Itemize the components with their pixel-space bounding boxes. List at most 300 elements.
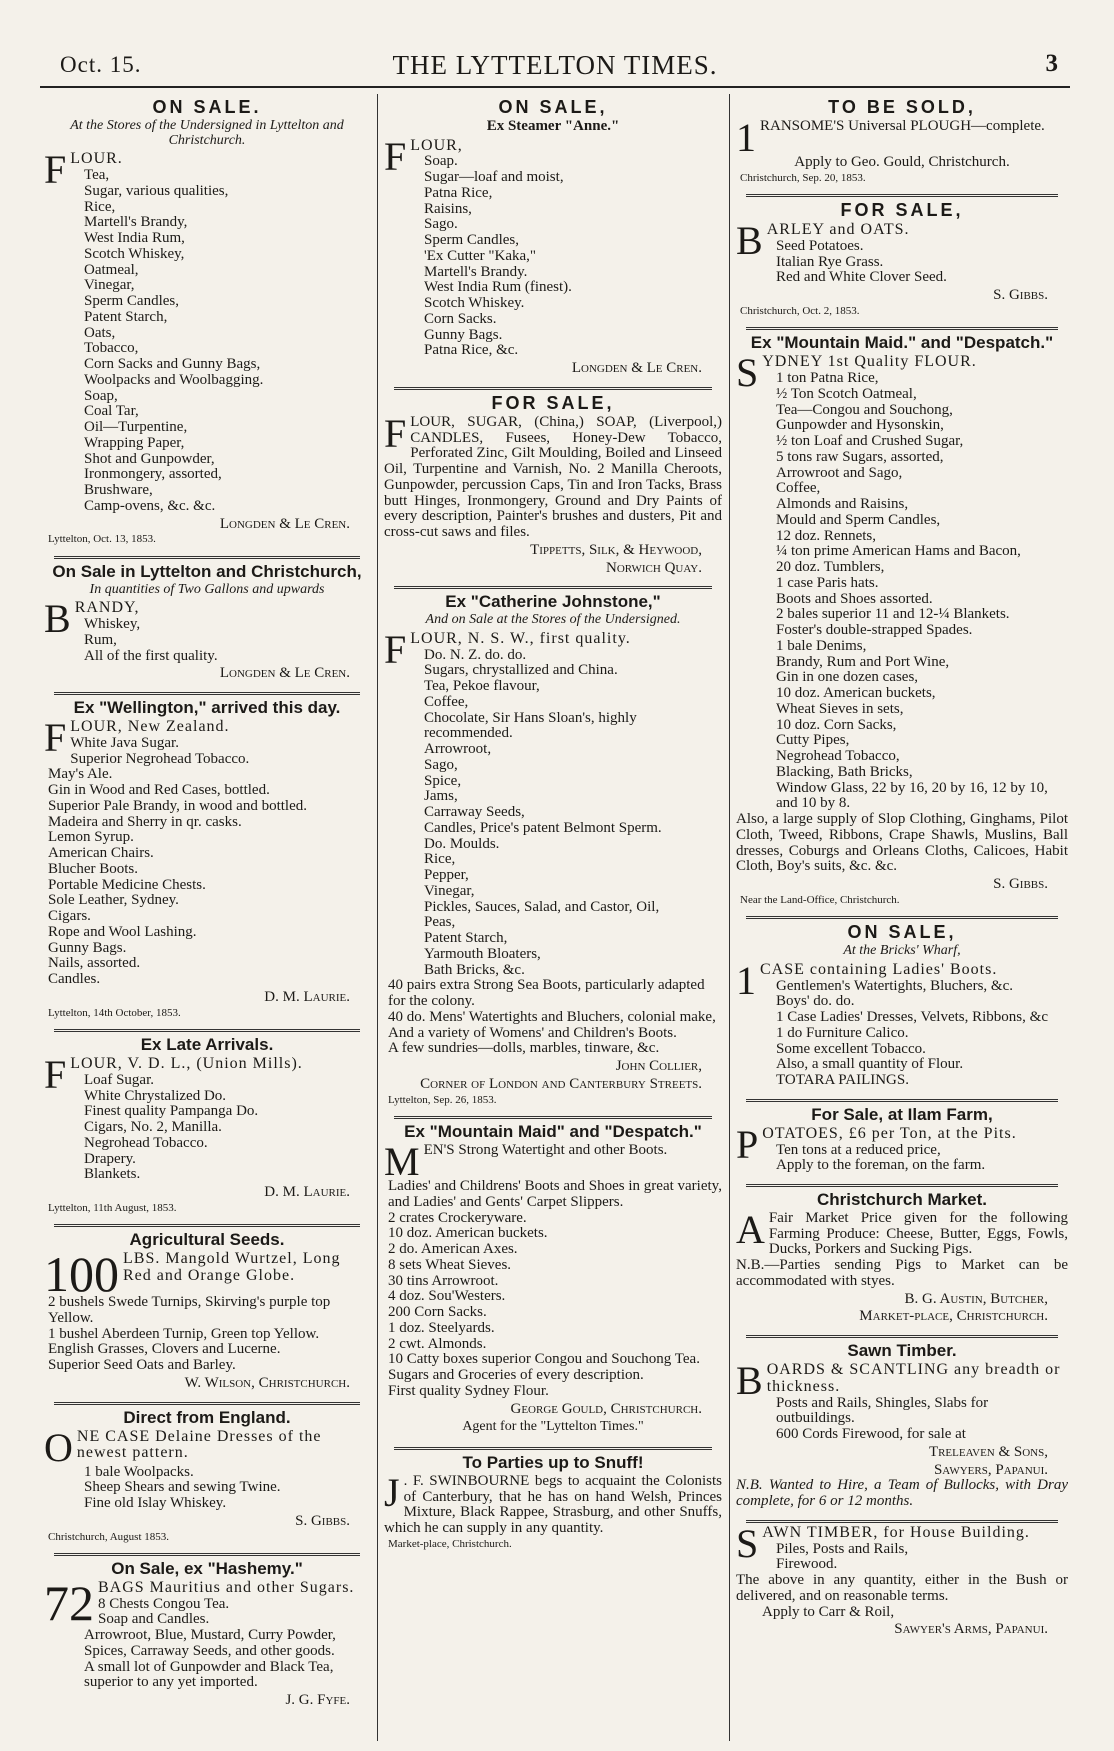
drop-cap: F xyxy=(44,1051,67,1097)
item-list-extra xyxy=(384,978,722,1057)
list-item: 10 doz. American buckets. xyxy=(388,1225,548,1242)
advert-dateline: Lyttelton, 14th October, 1853. xyxy=(48,1006,181,1019)
advert-signature: George Gould, Christchurch. xyxy=(510,1400,702,1417)
list-item: Sago, xyxy=(424,756,458,773)
list-item: Whiskey, xyxy=(84,616,141,633)
agent-note: Agent for the "Lyttelton Times." xyxy=(462,1419,644,1435)
advert-signature: W. Wilson, Christchurch. xyxy=(184,1374,350,1391)
advert-lead: LOUR. xyxy=(70,150,123,168)
advert-heading: On Sale, ex "Hashemy." xyxy=(111,1559,303,1579)
list-item: Candles. xyxy=(48,971,101,988)
list-item: 1 ton Patna Rice, xyxy=(776,370,879,387)
list-item: Sugar—loaf and moist, xyxy=(424,169,564,186)
column-2 xyxy=(384,94,722,1741)
list-item: 8 Chests Congou Tea. xyxy=(98,1595,230,1612)
drop-cap: M xyxy=(384,1139,420,1185)
advert-ilam-farm xyxy=(736,1106,1068,1180)
drop-cap: 1 xyxy=(736,114,756,160)
advert-to-be-sold xyxy=(736,98,1068,190)
advert-lead: LOUR, N. S. W., first quality. xyxy=(410,629,631,647)
list-item: Sperm Candles, xyxy=(84,293,179,310)
list-item: 30 tins Arrowroot. xyxy=(388,1272,499,1289)
advert-ex-steamer-anne xyxy=(384,98,722,383)
list-item: Coffee, xyxy=(776,480,821,497)
item-list xyxy=(44,736,370,988)
advert-heading: ON SALE, xyxy=(847,922,957,943)
advert-signature: John Collier, xyxy=(615,1058,702,1075)
list-item: English Grasses, Clovers and Lucerne. xyxy=(48,1341,281,1358)
advert-heading: Ex "Mountain Maid" and "Despatch." xyxy=(404,1122,702,1142)
list-item: Posts and Rails, Shingles, Slabs for outbuildings. xyxy=(776,1394,989,1427)
advert-address: Corner of London and Canterbury Streets. xyxy=(420,1075,702,1092)
column-1 xyxy=(44,94,370,1741)
advert-hashemy xyxy=(44,1560,370,1715)
list-item: Apply to the foreman, on the farm. xyxy=(776,1157,986,1174)
advert-address: Sawyers, Papanui. xyxy=(933,1461,1048,1478)
list-item: Tea, xyxy=(84,167,110,184)
advert-heading: Ex "Wellington," arrived this day. xyxy=(73,698,341,718)
list-item: Cigars, No. 2, Manilla. xyxy=(84,1119,222,1136)
list-item: Rice, xyxy=(424,851,456,868)
list-item: Also, a small quantity of Flour. xyxy=(776,1056,964,1073)
list-item: Tea, Pekoe flavour, xyxy=(424,678,540,695)
advert-signature: D. M. Laurie. xyxy=(264,988,350,1005)
list-item: ¼ ton prime American Hams and Bacon, xyxy=(776,543,1021,560)
advert-lead: OARDS & SCANTLING any breadth or thickness. xyxy=(766,1361,1061,1395)
masthead xyxy=(40,48,1070,84)
advert-heading: FOR SALE, xyxy=(840,200,964,221)
list-item: Scotch Whiskey. xyxy=(424,295,525,312)
advert-heading: Sawn Timber. xyxy=(847,1341,957,1361)
list-item: TOTARA PAILINGS. xyxy=(776,1072,909,1089)
list-item: Coal Tar, xyxy=(84,403,139,420)
list-item: Vinegar, xyxy=(84,277,135,294)
list-item: Scotch Whiskey, xyxy=(84,245,185,262)
list-item: 1 bale Denims, xyxy=(776,637,867,654)
column-3 xyxy=(736,94,1068,1741)
item-list xyxy=(44,168,370,515)
list-item: Patent Starch, xyxy=(84,308,168,325)
list-item: Oatmeal, xyxy=(84,261,139,278)
list-item: Soap, xyxy=(84,387,118,404)
advert-divider xyxy=(746,1335,1058,1338)
list-item: 1 do Furniture Calico. xyxy=(776,1024,909,1041)
advert-heading: Ex "Catherine Johnstone," xyxy=(445,592,661,612)
advert-divider xyxy=(394,1447,712,1450)
list-item: Jams, xyxy=(424,788,458,805)
list-item: Wrapping Paper, xyxy=(84,434,185,451)
advert-apply: Apply to Carr & Roil, xyxy=(762,1603,895,1620)
list-item: Tobacco, xyxy=(84,340,139,357)
advert-sawn-timber xyxy=(736,1342,1068,1516)
item-list xyxy=(736,1396,1068,1443)
advert-dateline: Christchurch, Oct. 2, 1853. xyxy=(740,304,860,317)
advert-body: Also, a large supply of Slop Clothing, Ginghams, Pilot Cloth, Tweed, Ribbons, Crape Shawls, Muslins, Ball dresses, Coburgs and Orleans Cloths, Calicoes, Habit Cloth, Boy's suits, &c. &c. xyxy=(736,811,1068,875)
list-item: 2 bales superior 11 and 12-¼ Blankets. xyxy=(776,606,1010,623)
advert-subtitle: And on Sale at the Stores of the Undersigned. xyxy=(425,612,681,628)
list-item: Negrohead Tobacco, xyxy=(776,748,900,765)
advert-heading: TO BE SOLD, xyxy=(828,97,976,117)
list-item: Arrowroot, Blue, Mustard, Curry Powder, Spices, Carraway Seeds, and other goods. xyxy=(84,1627,336,1659)
advert-signature: Longden & Le Cren. xyxy=(219,515,350,532)
advert-direct-from-england xyxy=(44,1409,370,1549)
list-item: Sole Leather, Sydney. xyxy=(48,892,179,909)
advert-subtitle: At the Stores of the Undersigned in Lyttelton and Christchurch. xyxy=(70,117,344,148)
list-item: Martell's Brandy, xyxy=(84,214,188,231)
advert-subtitle: In quantities of Two Gallons and upwards xyxy=(89,581,325,597)
list-item: 20 doz. Tumblers, xyxy=(776,559,885,576)
item-list xyxy=(44,1073,370,1183)
advert-divider xyxy=(394,586,712,589)
list-item: Drapery. xyxy=(84,1150,136,1167)
column-divider xyxy=(377,94,378,1741)
list-item: Corn Sacks and Gunny Bags, xyxy=(84,356,261,373)
advert-divider xyxy=(746,1099,1058,1102)
advert-for-sale-tippetts xyxy=(384,394,722,582)
list-item: Ironmongery, assorted, xyxy=(84,466,222,483)
list-item: Sugars and Groceries of every description. xyxy=(388,1367,644,1384)
drop-cap: B xyxy=(736,218,763,264)
advert-christchurch-market xyxy=(736,1191,1068,1331)
list-item: 10 doz. American buckets, xyxy=(776,685,936,702)
list-item: Sugars, chrystallized and China. xyxy=(424,662,618,679)
list-item: Loaf Sugar. xyxy=(84,1071,154,1088)
list-item: West India Rum (finest). xyxy=(424,279,572,296)
advert-divider xyxy=(54,1029,360,1032)
list-item: Gunny Bags. xyxy=(424,326,503,343)
list-item: Blankets. xyxy=(84,1166,141,1183)
drop-cap: B xyxy=(44,596,71,642)
advert-dateline: Near the Land-Office, Christchurch. xyxy=(740,893,900,906)
advert-subtitle: At the Bricks' Wharf, xyxy=(843,943,961,959)
list-item: Foster's double-strapped Spades. xyxy=(776,622,973,639)
list-item: And a variety of Womens' and Children's Boots. xyxy=(388,1024,677,1041)
advert-heading: FOR SALE, xyxy=(491,392,615,413)
list-item: Arrowroot, xyxy=(424,741,492,758)
list-item: 2 do. American Axes. xyxy=(388,1241,518,1258)
list-item: Sheep Shears and sewing Twine. xyxy=(84,1479,281,1496)
drop-cap: 1 xyxy=(736,957,756,1003)
list-item: Lemon Syrup. xyxy=(48,829,134,846)
advert-lead: LOUR, V. D. L., (Union Mills). xyxy=(70,1054,303,1072)
list-item: Pepper, xyxy=(424,867,469,884)
masthead-rule xyxy=(40,86,1070,88)
advert-wellington xyxy=(44,699,370,1025)
list-item: 1 doz. Steelyards. xyxy=(388,1319,495,1336)
advert-dateline: Lyttelton, Oct. 13, 1853. xyxy=(48,533,156,546)
drop-cap: J xyxy=(384,1469,400,1515)
advert-body: LOUR, SUGAR, (China,) SOAP, (Liverpool,) CANDLES, Fusees, Honey-Dew Tobacco, Perforated Zinc, Gilt Moulding, Boiled and Linseed Oil, Turpentine and Varnish, No. 2 Manilla Cheroots, Gunpowder, percussion Caps, Tin and Iron Tacks, Brass butt Hinges, Ironmongery, Ground and Dry Paints of every description, Painter's brushes and dusters, Pit and cross-cut saws and files. xyxy=(384,413,722,541)
list-item: Italian Rye Grass. xyxy=(776,253,884,270)
advert-signature: Treleaven & Sons, xyxy=(928,1443,1048,1460)
list-item: Bath Bricks, &c. xyxy=(424,961,525,978)
advert-body: . F. SWINBOURNE begs to acquaint the Colonists of Canterbury, that he has on hand Welsh, Princes Mixture, Black Rappee, Strasburg, and other Snuffs, which he can supply in any quantity. xyxy=(384,1472,722,1537)
item-list xyxy=(736,1542,1068,1574)
list-item: 40 pairs extra Strong Sea Boots, particularly adapted for the colony. xyxy=(388,977,705,1010)
list-item: Brandy, Rum and Port Wine, xyxy=(776,653,950,670)
list-item: Superior Negrohead Tobacco. xyxy=(70,750,250,767)
list-item: Some excellent Tobacco. xyxy=(776,1040,926,1057)
advert-dateline: Christchurch, August 1853. xyxy=(48,1530,169,1543)
list-item: Negrohead Tobacco. xyxy=(84,1134,208,1151)
list-item: 1 bushel Aberdeen Turnip, Green top Yellow. xyxy=(48,1325,320,1342)
advert-signature: S. Gibbs. xyxy=(993,287,1048,304)
list-item: Gin in Wood and Red Cases, bottled. xyxy=(48,782,270,799)
advert-lead: BAGS Mauritius and other Sugars. xyxy=(98,1578,355,1596)
list-item: Raisins, xyxy=(424,200,472,217)
advert-body: The above in any quantity, either in the Bush or delivered, and on reasonable terms. xyxy=(736,1572,1068,1604)
advert-heading: ON SALE. xyxy=(152,97,262,117)
list-item: Sperm Candles, xyxy=(424,232,519,249)
list-item: Carraway Seeds, xyxy=(424,804,525,821)
list-item: Woolpacks and Woolbagging. xyxy=(84,371,264,388)
list-item: West India Rum, xyxy=(84,230,185,247)
advert-divider xyxy=(54,1553,360,1556)
list-item: 4 doz. Sou'Westers. xyxy=(388,1288,506,1305)
advert-dateline: Market-place, Christchurch. xyxy=(388,1537,512,1550)
advert-on-sale-stores xyxy=(44,98,370,552)
list-item: Rice, xyxy=(84,198,116,215)
list-item: Sugar, various qualities, xyxy=(84,182,229,199)
list-item: Soap. xyxy=(424,153,458,170)
advert-lead: YDNEY 1st Quality FLOUR. xyxy=(762,353,977,371)
advert-divider xyxy=(54,556,360,559)
drop-cap: S xyxy=(736,1520,759,1566)
list-item: Martell's Brandy. xyxy=(424,263,528,280)
item-list xyxy=(736,239,1068,286)
list-item: Soap and Candles. xyxy=(98,1611,210,1628)
list-item: Almonds and Raisins, xyxy=(776,496,909,513)
advert-lead: ARLEY and OATS. xyxy=(766,221,910,239)
advert-divider xyxy=(746,1520,1058,1523)
list-item: 5 tons raw Sugars, assorted, xyxy=(776,448,944,465)
advert-lead: RANDY, xyxy=(74,599,140,617)
item-list xyxy=(44,617,370,664)
list-item: ½ Ton Scotch Oatmeal, xyxy=(776,385,917,402)
advert-heading: ON SALE, xyxy=(498,97,608,117)
advert-house-building-timber xyxy=(736,1520,1068,1644)
list-item: 2 crates Crockeryware. xyxy=(388,1209,527,1226)
advert-heading: Christchurch Market. xyxy=(816,1190,988,1210)
list-item: Wheat Sieves in sets, xyxy=(776,700,904,717)
list-item: A few sundries—dolls, marbles, tinware, &c. xyxy=(388,1040,660,1057)
drop-cap: 72 xyxy=(44,1574,94,1631)
advert-heading: Ex Late Arrivals. xyxy=(140,1035,274,1055)
advert-dateline: Lyttelton, Sep. 26, 1853. xyxy=(388,1093,497,1106)
list-item: Finest quality Pampanga Do. xyxy=(84,1103,259,1120)
column-divider xyxy=(729,94,730,1741)
list-item: Window Glass, 22 by 16, 20 by 16, 12 by 10, and 10 by 8. xyxy=(776,779,1048,812)
item-list xyxy=(44,1295,370,1374)
list-item: Seed Potatoes. xyxy=(776,237,864,254)
advert-signature: B. G. Austin, Butcher, xyxy=(904,1290,1048,1307)
list-item: 2 bushels Swede Turnips, Skirving's purple top Yellow. xyxy=(48,1294,331,1326)
list-item: Camp-ovens, &c. &c. xyxy=(84,497,216,514)
list-item: Boys' do. do. xyxy=(776,993,855,1010)
list-item: Chocolate, Sir Hans Sloan's, highly recommended. xyxy=(424,709,637,742)
advert-lead: OTATOES, £6 per Ton, at the Pits. xyxy=(762,1124,1017,1142)
drop-cap: F xyxy=(384,626,407,672)
list-item: Do. N. Z. do. do. xyxy=(424,646,527,663)
advert-divider xyxy=(54,692,360,695)
advert-signature: Longden & Le Cren. xyxy=(571,360,702,377)
advert-heading: Direct from England. xyxy=(123,1407,291,1427)
list-item: Gunny Bags. xyxy=(48,939,127,956)
advert-body: RANSOME'S Universal PLOUGH—complete. xyxy=(760,117,1045,134)
list-item: Brushware, xyxy=(84,482,153,499)
advert-heading: Ex "Mountain Maid." and "Despatch." xyxy=(750,333,1054,353)
list-item: Ten tons at a reduced price, xyxy=(776,1141,941,1158)
list-item: Vinegar, xyxy=(424,882,475,899)
list-item: American Chairs. xyxy=(48,845,154,862)
advert-catherine-johnstone xyxy=(384,593,722,1112)
list-item: 1 case Paris hats. xyxy=(776,574,879,591)
advert-body: N.B. Wanted to Hire, a Team of Bullocks, with Dray complete, for 6 or 12 months. xyxy=(736,1477,1068,1510)
advert-divider xyxy=(746,327,1058,330)
advert-late-arrivals xyxy=(44,1036,370,1220)
advert-heading: For Sale, at Ilam Farm, xyxy=(811,1104,993,1124)
list-item: Superior Pale Brandy, in wood and bottled. xyxy=(48,797,307,814)
list-item: Gin in one dozen cases, xyxy=(776,669,919,686)
list-item: Ladies' and Childrens' Boots and Shoes in great variety, and Ladies' and Gents' Carpet Slippers. xyxy=(388,1178,722,1210)
advert-signature: J. G. Fyfe. xyxy=(285,1692,350,1709)
list-item: 'Ex Cutter "Kaka," xyxy=(424,247,537,264)
list-item: 2 cwt. Almonds. xyxy=(388,1335,487,1352)
drop-cap: P xyxy=(736,1121,759,1167)
advert-signature: D. M. Laurie. xyxy=(264,1184,350,1201)
list-item: Piles, Posts and Rails, xyxy=(776,1540,909,1557)
advert-bricks-wharf xyxy=(736,923,1068,1095)
advert-barley-oats xyxy=(736,201,1068,323)
item-list xyxy=(736,371,1068,812)
advert-address: Sawyer's Arms, Papanui. xyxy=(894,1621,1048,1638)
advert-divider xyxy=(54,1402,360,1405)
list-item: First quality Sydney Flour. xyxy=(388,1382,549,1399)
list-item: Boots and Shoes assorted. xyxy=(776,590,933,607)
list-item: Spice, xyxy=(424,772,462,789)
list-item: 8 sets Wheat Sieves. xyxy=(388,1256,512,1273)
advert-subtitle: Ex Steamer "Anne." xyxy=(486,117,620,134)
advert-address: Market-place, Christchurch. xyxy=(859,1308,1048,1325)
advert-lead: LOUR, xyxy=(410,136,463,154)
drop-cap: F xyxy=(384,133,407,179)
list-item: Patna Rice, &c. xyxy=(424,342,519,359)
advert-divider xyxy=(746,916,1058,919)
drop-cap: 100 xyxy=(44,1246,119,1303)
advert-signature: Longden & Le Cren. xyxy=(219,665,350,682)
advert-sydney-flour xyxy=(736,334,1068,912)
list-item: Patent Starch, xyxy=(424,930,508,947)
list-item: Yarmouth Bloaters, xyxy=(424,945,541,962)
list-item: 10 doz. Corn Sacks, xyxy=(776,716,897,733)
drop-cap: F xyxy=(384,410,407,456)
list-item: Rum, xyxy=(84,631,117,648)
list-item: 1 Case Ladies' Dresses, Velvets, Ribbons, &c xyxy=(776,1009,1048,1026)
list-item: Candles, Price's patent Belmont Sperm. xyxy=(424,819,662,836)
advert-heading: On Sale in Lyttelton and Christchurch, xyxy=(52,561,362,581)
list-item: A small lot of Gunpowder and Black Tea, superior to any yet imported. xyxy=(84,1658,334,1691)
item-list xyxy=(736,979,1068,1089)
list-item: 600 Cords Firewood, for sale at xyxy=(776,1426,966,1443)
advert-divider xyxy=(746,1184,1058,1187)
list-item: May's Ale. xyxy=(48,766,113,783)
advert-address: Norwich Quay. xyxy=(606,559,702,576)
list-item: Oats, xyxy=(84,324,116,341)
list-item: 12 doz. Rennets, xyxy=(776,527,876,544)
list-item: 40 do. Mens' Watertights and Bluchers, colonial make, xyxy=(388,1008,716,1025)
drop-cap: O xyxy=(44,1424,73,1470)
advert-snuff xyxy=(384,1454,722,1556)
advert-signature: Tippetts, Silk, & Heywood, xyxy=(530,541,702,558)
advert-body-note: N.B.—Parties sending Pigs to Market can be accommodated with styes. xyxy=(736,1257,1068,1289)
list-item: Shot and Gunpowder, xyxy=(84,450,215,467)
advert-body: Fair Market Price given for the following Farming Produce: Cheese, Butter, Eggs, Fowls, Ducks, Porkers and Sucking Pigs. xyxy=(768,1209,1068,1258)
advert-lead: LOUR, New Zealand. xyxy=(70,718,230,736)
advert-lead: AWN TIMBER, for House Building. xyxy=(762,1523,1030,1541)
list-item: Blacking, Bath Bricks, xyxy=(776,763,913,780)
drop-cap: F xyxy=(44,715,67,761)
list-item: Gunpowder and Hysonskin, xyxy=(776,417,944,434)
list-item: Madeira and Sherry in qr. casks. xyxy=(48,813,242,830)
advert-divider xyxy=(394,1116,712,1119)
list-item: 200 Corn Sacks. xyxy=(388,1304,487,1321)
list-item: Sago. xyxy=(424,216,458,233)
item-list xyxy=(384,154,722,359)
drop-cap: B xyxy=(736,1358,763,1404)
advert-dateline: Lyttelton, 11th August, 1853. xyxy=(48,1201,177,1214)
list-item: Arrowroot and Sago, xyxy=(776,464,903,481)
newspaper-title: THE LYTTELTON TIMES. xyxy=(392,50,718,80)
list-item: Gentlemen's Watertights, Bluchers, &c. xyxy=(776,977,1013,994)
list-item: 1 bale Woolpacks. xyxy=(84,1463,194,1480)
list-item: Coffee, xyxy=(424,693,469,710)
advert-divider xyxy=(394,387,712,390)
list-item: Portable Medicine Chests. xyxy=(48,876,206,893)
advert-dateline: Christchurch, Sep. 20, 1853. xyxy=(740,171,866,184)
drop-cap: A xyxy=(736,1206,765,1252)
page-number: 3 xyxy=(1045,50,1058,77)
list-item: Cigars. xyxy=(48,908,91,925)
advert-signature: S. Gibbs. xyxy=(993,876,1048,893)
list-item: Cutty Pipes, xyxy=(776,732,850,749)
list-item: Firewood. xyxy=(776,1556,838,1573)
list-item: ½ ton Loaf and Crushed Sugar, xyxy=(776,433,964,450)
list-item: Fine old Islay Whiskey. xyxy=(84,1495,227,1511)
list-item: Nails, assorted. xyxy=(48,955,141,972)
list-item: White Chrystalized Do. xyxy=(84,1087,227,1104)
advert-lead: NE CASE Delaine Dresses of the newest pattern. xyxy=(76,1427,322,1462)
list-item: Tea—Congou and Souchong, xyxy=(776,401,953,418)
advert-lead: CASE containing Ladies' Boots. xyxy=(760,960,998,978)
list-item: Patna Rice, xyxy=(424,184,493,201)
advert-heading: To Parties up to Snuff! xyxy=(462,1452,644,1472)
item-list xyxy=(736,1143,1068,1175)
list-item: Pickles, Sauces, Salad, and Castor, Oil, xyxy=(424,898,660,915)
advert-body: EN'S Strong Watertight and other Boots. xyxy=(423,1142,668,1159)
advert-divider xyxy=(54,1224,360,1227)
list-item: Rope and Wool Lashing. xyxy=(48,923,197,940)
list-item: White Java Sugar. xyxy=(70,734,179,751)
advert-mountain-maid-gould xyxy=(384,1123,722,1443)
list-item: Red and White Clover Seed. xyxy=(776,269,947,286)
item-list xyxy=(384,1179,722,1400)
drop-cap: F xyxy=(44,147,67,193)
list-item: Superior Seed Oats and Barley. xyxy=(48,1357,236,1374)
advert-apply: Apply to Geo. Gould, Christchurch. xyxy=(794,153,1010,170)
issue-date: Oct. 15. xyxy=(60,52,142,77)
drop-cap: S xyxy=(736,350,759,396)
item-list xyxy=(44,1465,370,1512)
